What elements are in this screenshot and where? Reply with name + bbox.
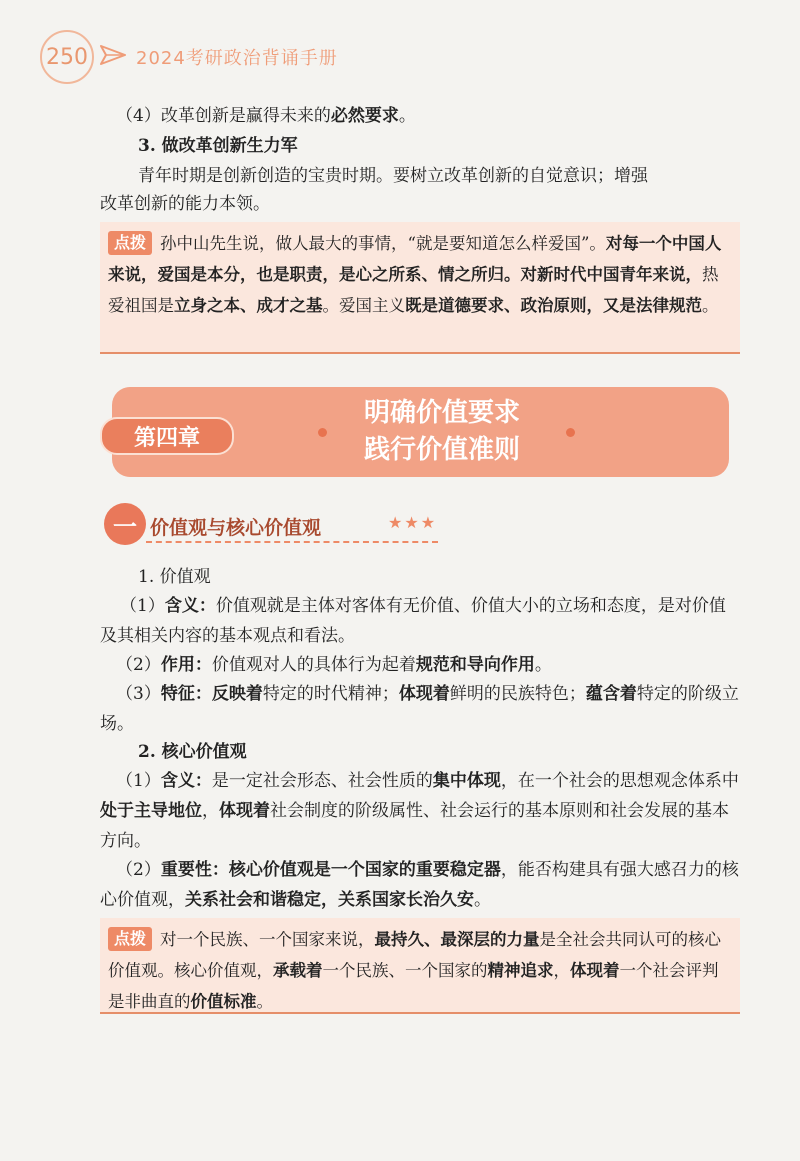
tip-box: 点拨 对一个民族、一个国家来说，最持久、最深层的力量是全社会共同认可的核心价值观。核心价值观，承载着一个民族、一个国家的精神追求，体现着一个社会评判是非曲直的价值标准。 bbox=[100, 918, 740, 1014]
tip-badge: 点拨 bbox=[108, 927, 152, 951]
subheading: 2. 核心价值观 bbox=[138, 742, 247, 762]
paragraph: （1）含义：价值观就是主体对客体有无价值、价值大小的立场和态度，是对价值及其相关内容的基本观点和看法。 bbox=[100, 596, 726, 646]
decorative-dot bbox=[318, 428, 327, 437]
section-divider bbox=[146, 541, 438, 543]
paragraph: （2）作用：价值观对人的具体行为起着规范和导向作用。 bbox=[116, 655, 552, 675]
subheading: 1. 价值观 bbox=[138, 567, 211, 587]
section-number: 一 bbox=[104, 503, 146, 545]
chapter-banner bbox=[112, 387, 729, 477]
book-title: 2024考研政治背诵手册 bbox=[136, 48, 338, 69]
tip-box: 点拨 孙中山先生说，做人最大的事情，“就是要知道怎么样爱国”。对每一个中国人来说，爱国是本分，也是职责，是心之所系、情之所归。对新时代中国青年来说，热爱祖国是立身之本、成才之基。爱国主义既是道德要求、政治原则，又是法律规范。 bbox=[100, 222, 740, 354]
paragraph-line: 改革创新的能力本领。 bbox=[100, 194, 270, 214]
importance-stars-icon: ★★★ bbox=[388, 513, 438, 532]
tip-badge: 点拨 bbox=[108, 231, 152, 255]
paragraph: （2）重要性：核心价值观是一个国家的重要稳定器，能否构建具有强大感召力的核心价值观，关系社会和谐稳定，关系国家长治久安。 bbox=[100, 860, 739, 910]
paragraph: （1）含义：是一定社会形态、社会性质的集中体现，在一个社会的思想观念体系中处于主导地位，体现着社会制度的阶级属性、社会运行的基本原则和社会发展的基本方向。 bbox=[100, 771, 739, 851]
page-number: 250 bbox=[40, 30, 94, 84]
chapter-label: 第四章 bbox=[100, 417, 234, 455]
section-title: 价值观与核心价值观 bbox=[150, 517, 322, 539]
paragraph-line: 青年时期是创新创造的宝贵时期。要树立改革创新的自觉意识；增强 bbox=[138, 166, 648, 186]
chapter-title: 明确价值要求 践行价值准则 bbox=[363, 398, 520, 465]
item-4: （4）改革创新是赢得未来的必然要求。 bbox=[116, 106, 416, 126]
paragraph: （3）特征：反映着特定的时代精神；体现着鲜明的民族特色；蕴含着特定的阶级立场。 bbox=[100, 684, 739, 734]
heading-3: 3. 做改革创新生力军 bbox=[138, 136, 298, 156]
decorative-dot bbox=[566, 428, 575, 437]
paper-plane-icon bbox=[100, 44, 126, 66]
